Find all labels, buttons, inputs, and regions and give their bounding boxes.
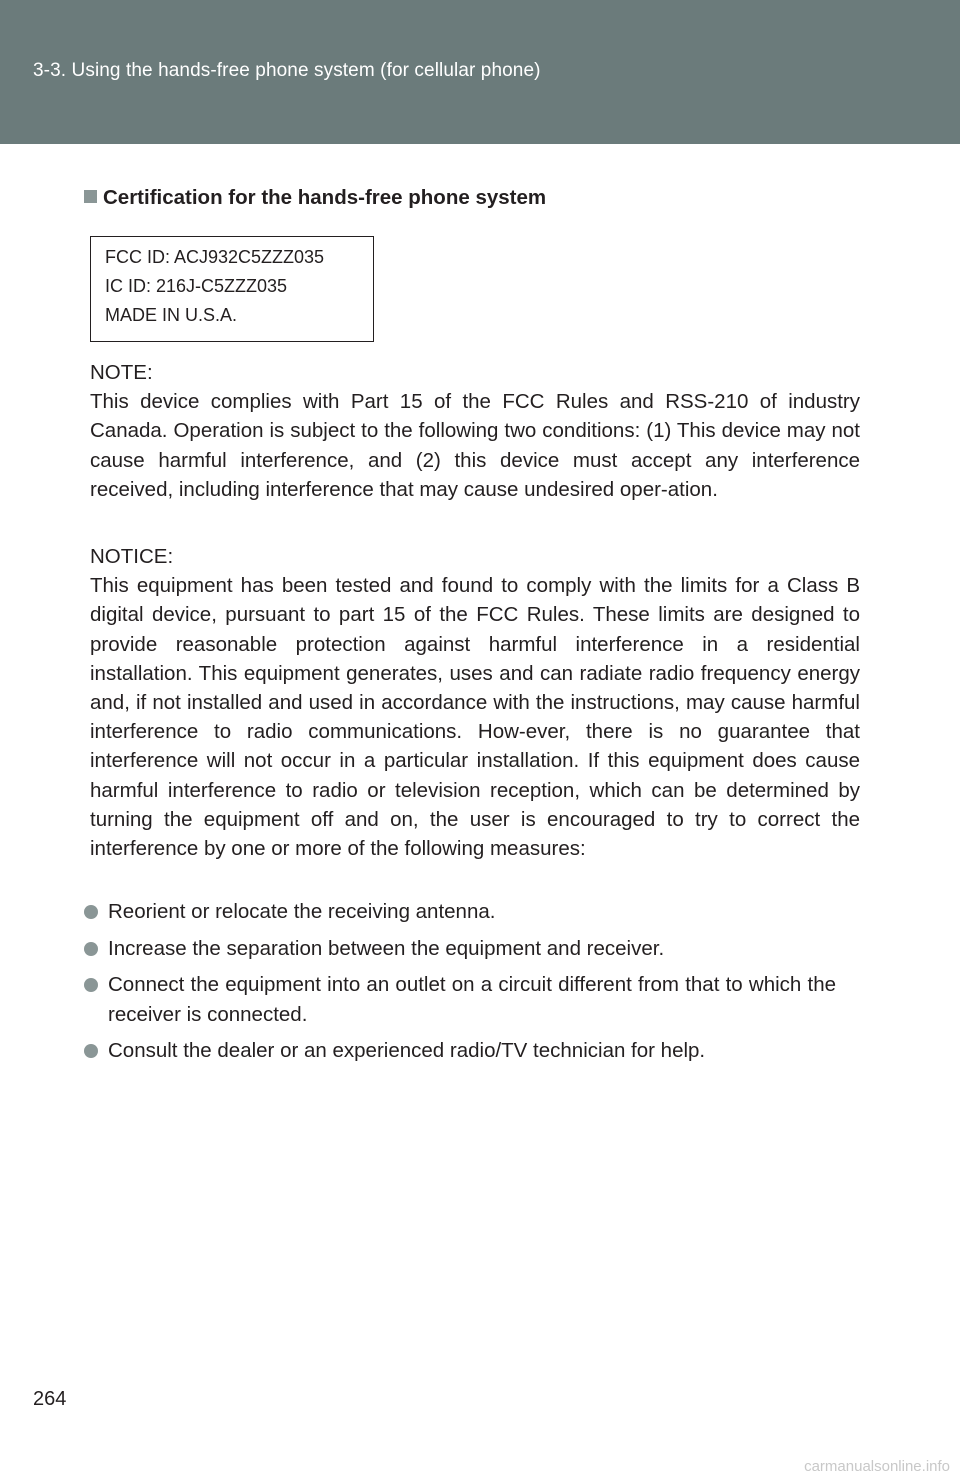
- square-bullet-icon: [84, 190, 97, 203]
- header-title: 3-3. Using the hands-free phone system (for cellular phone): [33, 60, 541, 81]
- list-item-text: Reorient or relocate the receiving antenna.: [108, 900, 496, 923]
- notice-paragraph: [90, 542, 860, 863]
- list-item-text: Consult the dealer or an experienced radio/TV technician for help.: [108, 1039, 706, 1063]
- page-number: 264: [33, 1388, 67, 1410]
- circle-bullet-icon: [84, 978, 98, 992]
- list-item-text: Connect the equipment into an outlet on a circuit different from that to which the receiver is connected.: [108, 973, 836, 1026]
- ic-id-line: IC ID: 216J-C5ZZZ035: [105, 276, 288, 296]
- notice-text: This equipment has been tested and found to comply with the limits for a Class B digital device, pursuant to part 15 of the FCC Rules. These limits are designed to provide reasonable protection against harmful interference in a residential installation. This equipment generates, uses and can radiate radio frequency energy and, if not installed and used in accordance with the instructions, may cause harmful interference to radio communications. How-ever, there is no guarantee that interference will not occur in a particular installation. If this equipment does cause harmful interference to radio or television reception, which can be determined by turning the equipment off and on, the user is encouraged to try to correct the interference by one or more of the following measures:: [90, 574, 860, 861]
- section-heading: [84, 186, 546, 210]
- measures-list: [84, 897, 864, 1073]
- list-item: [84, 970, 864, 1028]
- list-item: [84, 1036, 864, 1065]
- certification-box: [90, 236, 374, 342]
- header-band: [0, 0, 960, 144]
- list-item-text: Increase the separation between the equipment and receiver.: [108, 936, 665, 960]
- note-text: This device complies with Part 15 of the FCC Rules and RSS-210 of industry Canada. Operation is subject to the following two conditions: (1) This device may not cause harmful interference, and (2) this device must accept any interference received, including interference that may cause undesired oper-ation.: [90, 390, 860, 501]
- notice-label: NOTICE:: [90, 545, 174, 568]
- fcc-id-line: FCC ID: ACJ932C5ZZZ035: [105, 247, 325, 267]
- circle-bullet-icon: [84, 905, 98, 919]
- note-paragraph: [90, 358, 860, 504]
- circle-bullet-icon: [84, 1044, 98, 1058]
- section-heading-text: Certification for the hands-free phone system: [103, 186, 547, 209]
- list-item: [84, 934, 864, 963]
- watermark-text: carmanualsonline.info: [804, 1458, 950, 1475]
- list-item: [84, 897, 864, 926]
- made-in-line: MADE IN U.S.A.: [105, 305, 238, 325]
- note-label: NOTE:: [90, 361, 153, 384]
- circle-bullet-icon: [84, 942, 98, 956]
